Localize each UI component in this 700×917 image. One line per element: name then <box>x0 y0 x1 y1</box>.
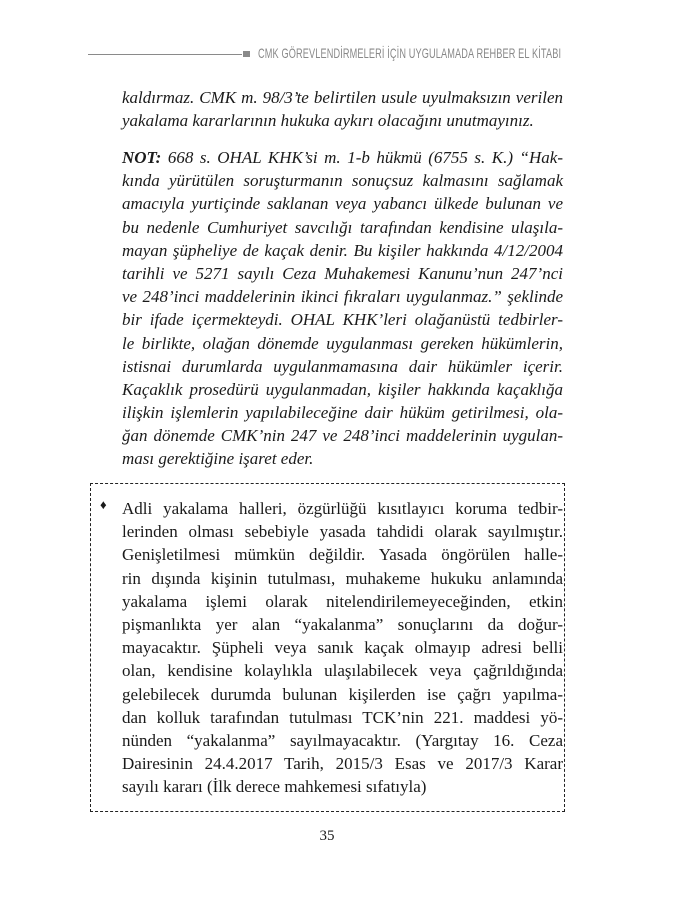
text-line: rin dışında kişinin tutulması, muhakeme hukuku anlamında <box>122 568 563 588</box>
text-line: Kaçaklık prosedürü uygulanmadan, kişiler hakkında kaçaklığa <box>122 379 563 399</box>
page-number: 35 <box>319 828 335 844</box>
text-line: olan, kendisine kolaylıkla ulaşılabilecek veya çağrıldığında <box>122 661 563 681</box>
text-line: tarihli ve 5271 sayılı Ceza Muhakemesi Kanunu’nun 247’nci <box>122 263 563 283</box>
text-line: ması gerektiğine işaret eder. <box>122 449 314 469</box>
header-rule <box>88 54 242 55</box>
text-line: mayacaktır. Şüpheli veya sanık kaçak olmayıp adresi belli <box>122 638 563 658</box>
text-line: amacıyla yurtiçinde saklanan veya yabancı ülkede bulunan ve <box>122 194 563 214</box>
header-square-marker <box>243 51 250 57</box>
text-line: gelebilecek durumda bulunan kişilerden ise çağrı yapılma- <box>122 684 563 704</box>
text-line: sayılı kararı (İlk derece mahkemesi sıfatıyla) <box>122 777 427 797</box>
text-line: kaldırmaz. CMK m. 98/3’te belirtilen usule uyulmaksızın verilen <box>122 88 563 107</box>
note-first-line: 668 s. OHAL KHK’si m. 1-b hükmü (6755 s. K.) “Hak- <box>161 148 563 167</box>
text-line: dan kolluk tarafından tutulması TCK’nin 221. maddesi yö- <box>122 707 563 727</box>
text-line: le birlikte, olağan dönemde uygulanması gereken hükümlerin, <box>122 333 563 353</box>
text-line: istisnai durumlarda uygulanmamasına dair hükümler içerir. <box>122 356 563 376</box>
text-line <box>122 146 563 169</box>
text-line: ilişkin işlemlerin yapılabileceğine dair hüküm getirilmesi, ola- <box>122 403 563 423</box>
text-line: ğan dönemde CMK’nin 247 ve 248’inci maddelerinin uygulan- <box>122 426 563 446</box>
text-line: Genişletilmesi mümkün değildir. Yasada öngörülen halle- <box>122 545 563 565</box>
text-line: yakalama kararlarının hukuka aykırı olacağını unutmayınız. <box>122 111 534 131</box>
text-line: Dairesinin 24.4.2017 Tarih, 2015/3 Esas ve 2017/3 Karar <box>122 754 563 774</box>
text-line: kında yürütülen soruşturmanın sonuçsuz kalmasını sağlamak <box>122 171 563 191</box>
diamond-bullet-icon: ♦ <box>100 497 107 512</box>
box-paragraph <box>122 497 563 798</box>
note-paragraph <box>122 146 563 471</box>
text-line: mayan şüpheliye de kaçak denir. Bu kişiler hakkında 4/12/2004 <box>122 240 563 260</box>
text-line: ve 248’inci maddelerinin ikinci fıkraları uygulanmaz.” şeklinde <box>122 287 563 307</box>
text-line: lerinden olması sebebiyle yasada tahdidi olarak sayılmıştır. <box>122 522 563 542</box>
note-label: NOT: <box>122 148 162 167</box>
text-line: Adli yakalama halleri, özgürlüğü kısıtlayıcı koruma tedbir- <box>122 499 563 518</box>
intro-paragraph <box>122 86 563 132</box>
text-line: pişmanlıkta yer alan “yakalanma” sonuçlarını da doğur- <box>122 614 563 634</box>
text-line: bir ifade içermekteydi. OHAL KHK’leri olağanüstü tedbirler- <box>122 310 563 330</box>
text-line: yakalama işlemi olarak nitelendirilemeyeceğinden, etkin <box>122 591 563 611</box>
running-header: CMK GÖREVLENDİRMELERİ İÇİN UYGULAMADA REHBER EL KİTABI <box>258 45 562 61</box>
text-line: nünden “yakalanma” sayılmayacaktır. (Yargıtay 16. Ceza <box>122 730 563 750</box>
text-line: bu nedenle Cumhuriyet savcılığı tarafından kendisine ulaşıla- <box>122 217 563 237</box>
